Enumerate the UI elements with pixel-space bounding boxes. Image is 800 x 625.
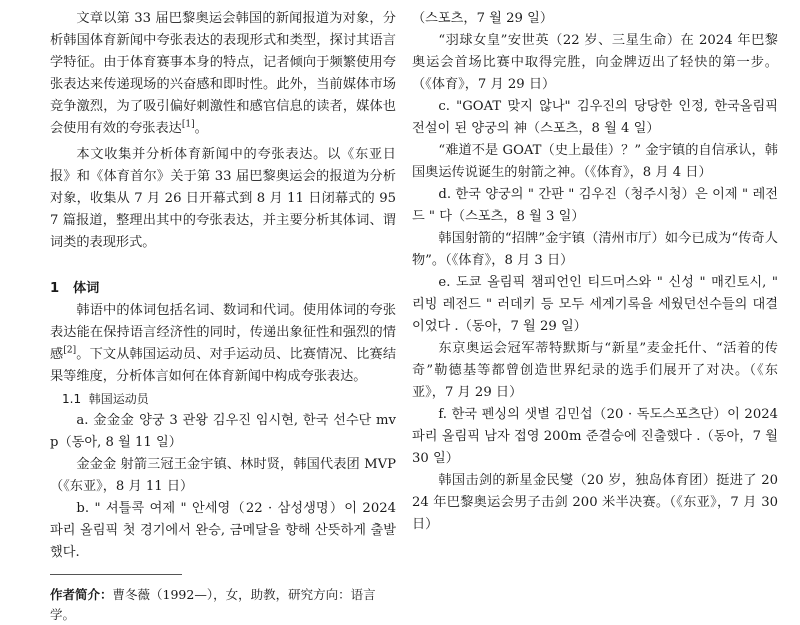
subsection-heading-1-1: 1.1 韩国运动员 xyxy=(62,392,149,406)
example-b-source: （스포츠，7 월 29 일） xyxy=(412,11,554,26)
section-heading-1: 1 体词 xyxy=(50,281,100,296)
example-f-korean: f. 한국 펜싱의 샛별 김민섭（20 · 독도스포츠단）이 2024 파리 올림픽 남자 접영 200m 준결승에 진출했다 .（동아，7 월 30 일） xyxy=(412,407,778,466)
example-e-chinese: 东京奥运会冠军蒂特默斯与“新星”麦金托什、“活着的传奇”勒德基等都曾创造世界纪录的选手们展开了对决。（《东亚》，7 月 29 日） xyxy=(412,341,778,400)
example-d-korean: d. 한국 양궁의 " 간판 " 김우진（청주시청）은 이제 " 레전드 " 다（스포츠，8 월 3 일） xyxy=(412,187,778,224)
example-d-chinese: 韩国射箭的“招牌”金宇镇（清州市厅）如今已成为“传奇人物”。（《体育》，8 月 3 日） xyxy=(412,231,778,268)
right-column xyxy=(412,0,778,536)
citation-2[interactable]: [2] xyxy=(63,345,77,356)
example-a-chinese: 金金金 射箭三冠王金宇镇、林时贤，韩国代表团 MVP（《东亚》，8 月 11 日） xyxy=(50,457,396,494)
paragraph-method: 本文收集并分析体育新闻中的夸张表达。以《东亚日报》和《体育首尔》关于第 33 届巴黎奥运会的报道为分析对象，收集从 7 月 26 日开幕式到 8 月 11 日闭幕式的 957 篇报道，整理出其中的夸张表达，并主要分析其体词、谓词类的表现形式。 xyxy=(50,147,396,250)
paragraph-noun-intro: 韩语中的体词包括名词、数词和代词。使用体词的夸张表达能在保持语言经济性的同时，传递出象征性和强烈的情感[2]。下文从韩国运动员、对手运动员、比赛情况、比赛结果等维度，分析体言如何在体育新闻中构成夸张表达。 xyxy=(50,303,397,384)
footnote-divider xyxy=(50,574,182,575)
example-b-chinese: “羽球女皇”安世英（22 岁、三星生命）在 2024 年巴黎奥运会首场比赛中取得完胜，向金牌迈出了轻快的第一步。（《体育》，7 月 29 日） xyxy=(412,33,778,92)
example-e-korean: e. 도쿄 올림픽 챔피언인 티드머스와 " 신성 " 매킨토시, " 리빙 레전드 " 러데키 등 모두 세계기록을 세웠던선수들의 대결이었다 .（동아，7 월 29 일） xyxy=(412,275,778,334)
example-a-korean: a. 金金金 양궁 3 관왕 김우진 임시현, 한국 선수단 mvp（동아, 8 월 11 일） xyxy=(50,413,396,450)
example-c-korean: c. "GOAT 맞지 않나" 김우진의 당당한 인정, 한국올림픽 전설이 된 양궁의 神（스포츠，8 월 4 일） xyxy=(412,99,778,136)
example-f-chinese: 韩国击剑的新星金民燮（20 岁，独岛体育团）挺进了 2024 年巴黎奥运会男子击剑 200 米半决赛。（《东亚》，7 月 30 日） xyxy=(412,473,778,532)
example-b-korean: b. " 셔틀콕 여제 " 안세영（22 · 삼성생명）이 2024 파리 올림픽 첫 경기에서 완승, 금메달을 향해 산뜻하게 출발했다. xyxy=(50,501,396,560)
left-column xyxy=(50,0,396,564)
example-c-chinese: “难道不是 GOAT（史上最佳）？” 金宇镇的自信承认，韩国奥运传说诞生的射箭之神。（《体育》，8 月 4 日） xyxy=(412,143,778,180)
author-footnote: 作者简介：曹冬薇（1992—），女，助教，研究方向：语言学。 xyxy=(50,587,376,622)
citation-1[interactable]: [1] xyxy=(181,119,195,130)
paragraph-intro: 文章以第 33 届巴黎奥运会韩国的新闻报道为对象，分析韩国体育新闻中夸张表达的表现形式和类型，探讨其语言学特征。由于体育赛事本身的特点，记者倾向于频繁使用夸张表达来传递现场的兴奋感和即时性。此外，当前媒体市场竞争激烈，为了吸引偏好刺激性和感官信息的读者，媒体也会使用有效的夸张表达[1]。 xyxy=(50,11,396,136)
